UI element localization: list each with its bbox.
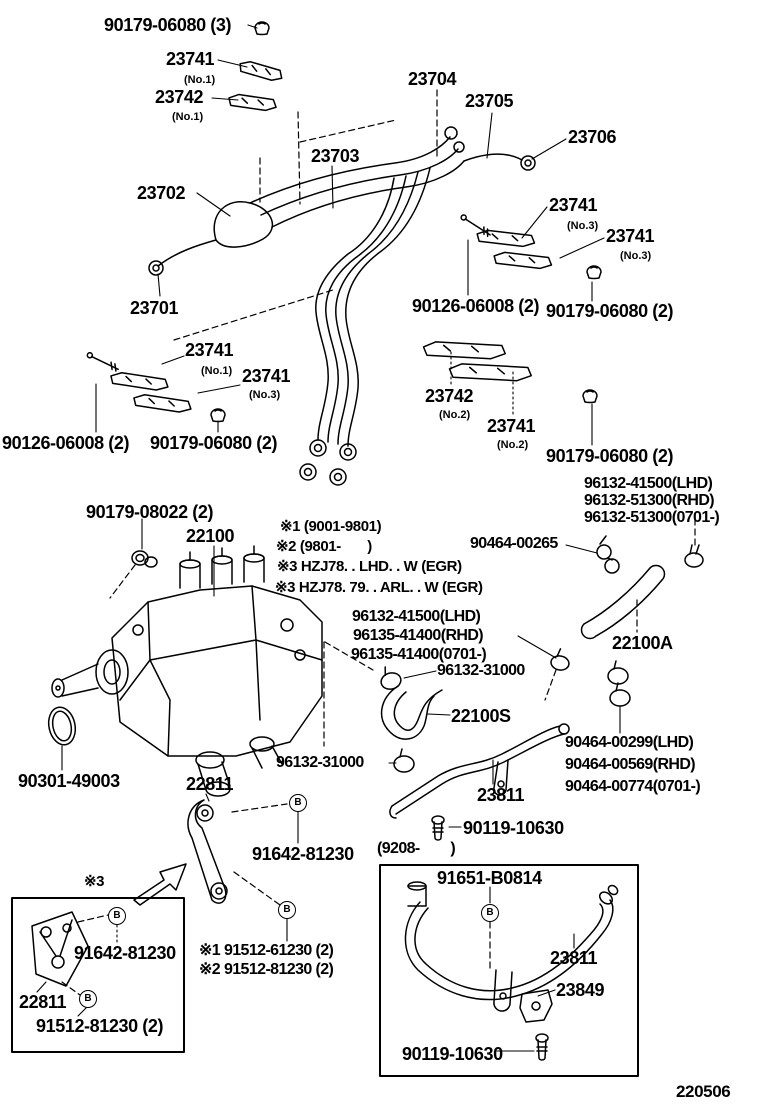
part-label-23741-right1: 23741 bbox=[549, 195, 598, 215]
part-label-22811-box: 22811 bbox=[19, 992, 67, 1012]
part-label-22100a: 22100A bbox=[612, 633, 673, 653]
part-label-90179-06080-left: 90179-06080 (2) bbox=[150, 433, 278, 453]
part-label-23849: 23849 bbox=[556, 980, 605, 1000]
part-label-23741-left2: 23741 bbox=[242, 366, 291, 386]
part-sublabel-no3: (No.3) bbox=[620, 250, 652, 262]
part-label-91642-81230-box: 91642-81230 bbox=[74, 943, 176, 963]
part-sublabel-no1: (No.1) bbox=[184, 74, 216, 86]
part-label-96132-31000-b: 96132-31000 bbox=[276, 754, 364, 771]
part-label-96132-31000-a: 96132-31000 bbox=[437, 662, 525, 679]
part-label-90464-rhd: 90464-00569(RHD) bbox=[565, 756, 696, 773]
part-label-23706: 23706 bbox=[568, 127, 617, 147]
part-label-23811-mid: 23811 bbox=[477, 785, 525, 805]
part-label-23703: 23703 bbox=[311, 146, 360, 166]
b-fastener-mark: B bbox=[108, 907, 126, 925]
nut-icons bbox=[211, 22, 601, 422]
part-label-90179-06080-top: 90179-06080 (3) bbox=[104, 15, 232, 35]
part-label-23741-center: 23741 bbox=[487, 416, 536, 436]
note-3b: ※3 HZJ78. 79. . ARL. . W (EGR) bbox=[275, 579, 483, 596]
lever-22811-drawing bbox=[188, 800, 227, 903]
dashed-lines bbox=[62, 87, 695, 995]
part-label-23742-top: 23742 bbox=[155, 87, 204, 107]
part-label-90179-06080-mid: 90179-06080 (2) bbox=[546, 301, 674, 321]
part-sublabel-no2: (No.2) bbox=[439, 409, 471, 421]
part-label-90119-10630-box: 90119-10630 bbox=[402, 1044, 503, 1064]
hose-22100a-drawing bbox=[582, 566, 665, 639]
part-label-23705: 23705 bbox=[465, 91, 514, 111]
part-label-96135-41400-rhd: 96135-41400(RHD) bbox=[353, 627, 484, 644]
part-label-22100s: 22100S bbox=[451, 706, 511, 726]
part-label-96132-51300-rhd: 96132-51300(RHD) bbox=[584, 492, 715, 509]
date-range-9208: (9208- ) bbox=[377, 840, 456, 857]
note-1: ※1 (9001-9801) bbox=[280, 518, 382, 535]
grommet-icons bbox=[132, 551, 157, 567]
part-label-90126-06008-left: 90126-06008 (2) bbox=[2, 433, 130, 453]
note-mark-3: ※3 bbox=[84, 873, 105, 890]
part-sublabel-no1: (No.1) bbox=[172, 111, 204, 123]
b-fastener-mark: B bbox=[278, 901, 296, 919]
bolt-icons bbox=[86, 214, 494, 371]
part-label-90301-49003: 90301-49003 bbox=[18, 771, 120, 791]
note-2: ※2 (9801- ) bbox=[276, 538, 372, 555]
bolt-90119-icon bbox=[432, 816, 444, 840]
part-label-23704: 23704 bbox=[408, 69, 457, 89]
part-label-23741-left1: 23741 bbox=[185, 340, 234, 360]
part-label-91512-81230-n2: ※2 91512-81230 (2) bbox=[199, 961, 334, 978]
part-label-96132-41500-lhd-b: 96132-41500(LHD) bbox=[352, 608, 481, 625]
note-3a: ※3 HZJ78. . LHD. . W (EGR) bbox=[277, 558, 462, 575]
part-sublabel-no1: (No.1) bbox=[201, 365, 233, 377]
part-label-22100: 22100 bbox=[186, 526, 235, 546]
part-label-23741-top: 23741 bbox=[166, 49, 215, 69]
part-label-96132-51300-0701: 96132-51300(0701-) bbox=[584, 509, 720, 526]
part-label-23741-right2: 23741 bbox=[606, 226, 655, 246]
o-ring-icon bbox=[45, 705, 78, 748]
part-label-90179-06080-right2: 90179-06080 (2) bbox=[546, 446, 674, 466]
part-label-90464-lhd: 90464-00299(LHD) bbox=[565, 734, 694, 751]
part-label-90179-08022: 90179-08022 (2) bbox=[86, 502, 214, 522]
hose-22100s-drawing bbox=[382, 686, 442, 739]
part-label-91512-61230-n1: ※1 91512-61230 (2) bbox=[199, 942, 334, 959]
part-label-91651-b0814: 91651-B0814 bbox=[437, 868, 542, 888]
part-label-90464-0701: 90464-00774(0701-) bbox=[565, 778, 701, 795]
part-label-23702: 23702 bbox=[137, 183, 186, 203]
part-label-90119-10630-mid: 90119-10630 bbox=[463, 818, 564, 838]
part-sublabel-no2: (No.2) bbox=[497, 439, 529, 451]
part-label-96135-41400-0701: 96135-41400(0701-) bbox=[351, 646, 487, 663]
part-label-90126-06008-mid: 90126-06008 (2) bbox=[412, 296, 540, 316]
part-label-91512-81230-box: 91512-81230 (2) bbox=[36, 1016, 164, 1036]
pipe-23811-box-drawing bbox=[405, 882, 619, 1060]
part-sublabel-no3: (No.3) bbox=[567, 220, 599, 232]
part-label-23742-center: 23742 bbox=[425, 386, 474, 406]
b-fastener-mark: B bbox=[79, 990, 97, 1008]
part-label-22811-mid: 22811 bbox=[186, 774, 234, 794]
part-label-23811-box: 23811 bbox=[550, 948, 598, 968]
part-label-96132-41500-lhd-a: 96132-41500(LHD) bbox=[584, 475, 713, 492]
part-label-23701: 23701 bbox=[130, 298, 179, 318]
part-label-90464-00265: 90464-00265 bbox=[470, 535, 558, 552]
figure-code: 220506 bbox=[676, 1082, 731, 1101]
b-fastener-mark: B bbox=[481, 904, 499, 922]
part-label-91642-81230-mid: 91642-81230 bbox=[252, 844, 354, 864]
b-fastener-mark: B bbox=[289, 794, 307, 812]
part-sublabel-no3: (No.3) bbox=[249, 389, 281, 401]
